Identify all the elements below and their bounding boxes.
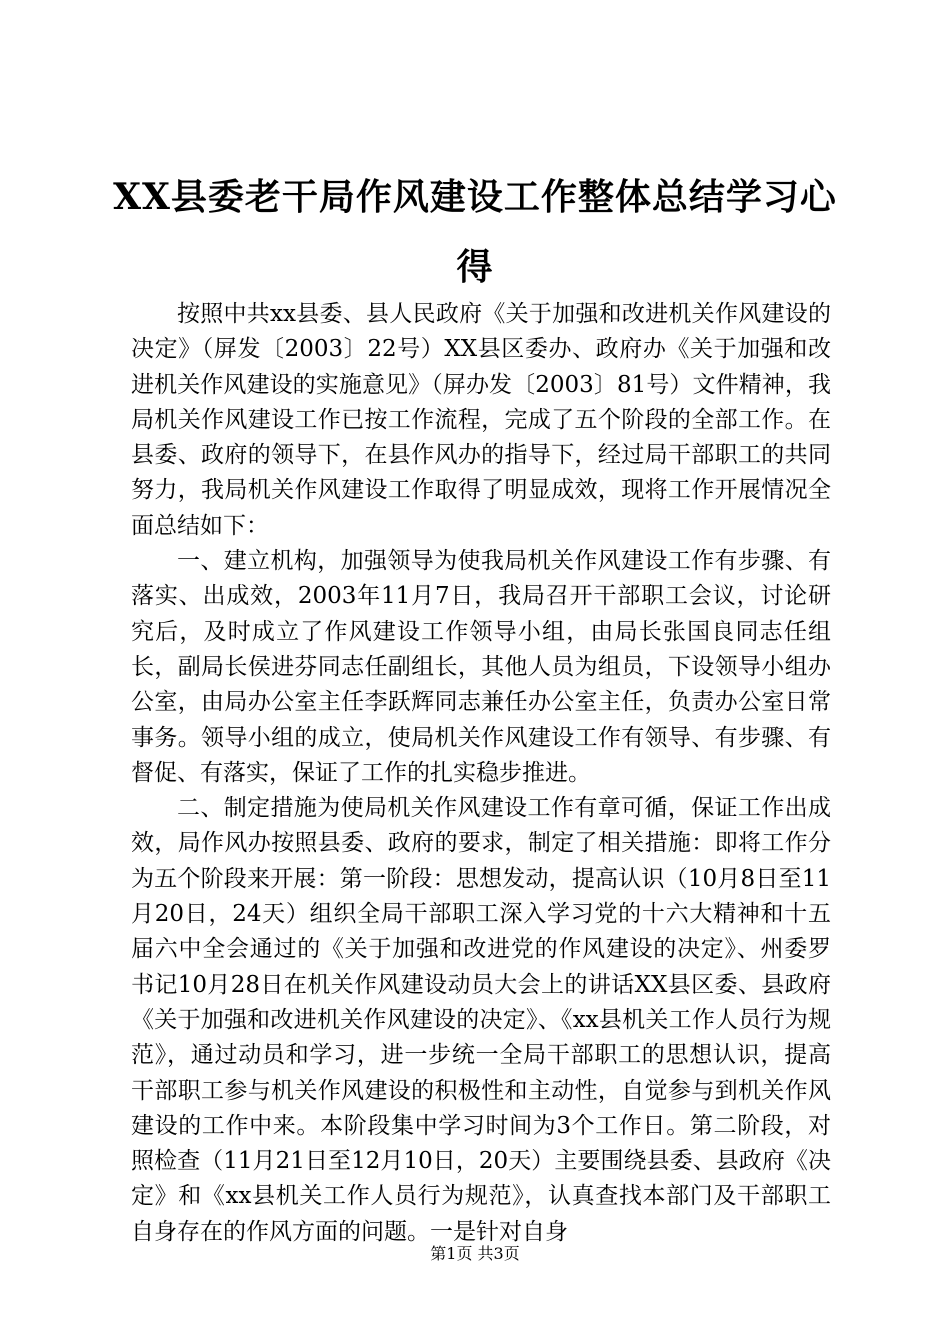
document-body [131, 297, 831, 1250]
page-footer: 第1页 共3页 [430, 1244, 520, 1263]
document-title: XX县委老干局作风建设工作整体总结学习心得 [113, 176, 837, 288]
paragraph-section-1: 一、建立机构，加强领导为使我局机关作风建设工作有步骤、有落实、出成效，2003年11月7日，我局召开干部职工会议，讨论研究后，及时成立了作风建设工作领导小组，由局长张国良同志任组长，副局长侯进芬同志任副组长，其他人员为组员，下设领导小组办公室，由局办公室主任李跃辉同志兼任办公室主任，负责办公室日常事务。领导小组的成立，使局机关作风建设工作有领导、有步骤、有督促、有落实，保证了工作的扎实稳步推进。 [131, 548, 831, 786]
paragraph-section-2: 二、制定措施为使局机关作风建设工作有章可循，保证工作出成效，局作风办按照县委、政府的要求，制定了相关措施：即将工作分为五个阶段来开展：第一阶段：思想发动，提高认识（10月8日至11月20日，24天）组织全局干部职工深入学习党的十六大精神和十五届六中全会通过的《关于加强和改进党的作风建设的决定》、州委罗书记10月28日在机关作风建设动员大会上的讲话XX县区委、县政府《关于加强和改进机关作风建设的决定》、《xx县机关工作人员行为规范》，通过动员和学习，进一步统一全局干部职工的思想认识，提高干部职工参与机关作风建设的积极性和主动性，自觉参与到机关作风建设的工作中来。本阶段集中学习时间为3个工作日。第二阶段，对照检查（11月21日至12月10日，20天）主要围绕县委、县政府《决定》和《xx县机关工作人员行为规范》，认真查找本部门及干部职工自身存在的作风方面的问题。一是针对自身 [131, 795, 831, 1245]
paragraph-intro: 按照中共xx县委、县人民政府《关于加强和改进机关作风建设的决定》（屏发〔2003〕22号）XX县区委办、政府办《关于加强和改进机关作风建设的实施意见》（屏办发〔2003〕81号）文件精神，我局机关作风建设工作已按工作流程，完成了五个阶段的全部工作。在县委、政府的领导下，在县作风办的指导下，经过局干部职工的共同努力，我局机关作风建设工作取得了明显成效，现将工作开展情况全面总结如下： [131, 301, 831, 539]
